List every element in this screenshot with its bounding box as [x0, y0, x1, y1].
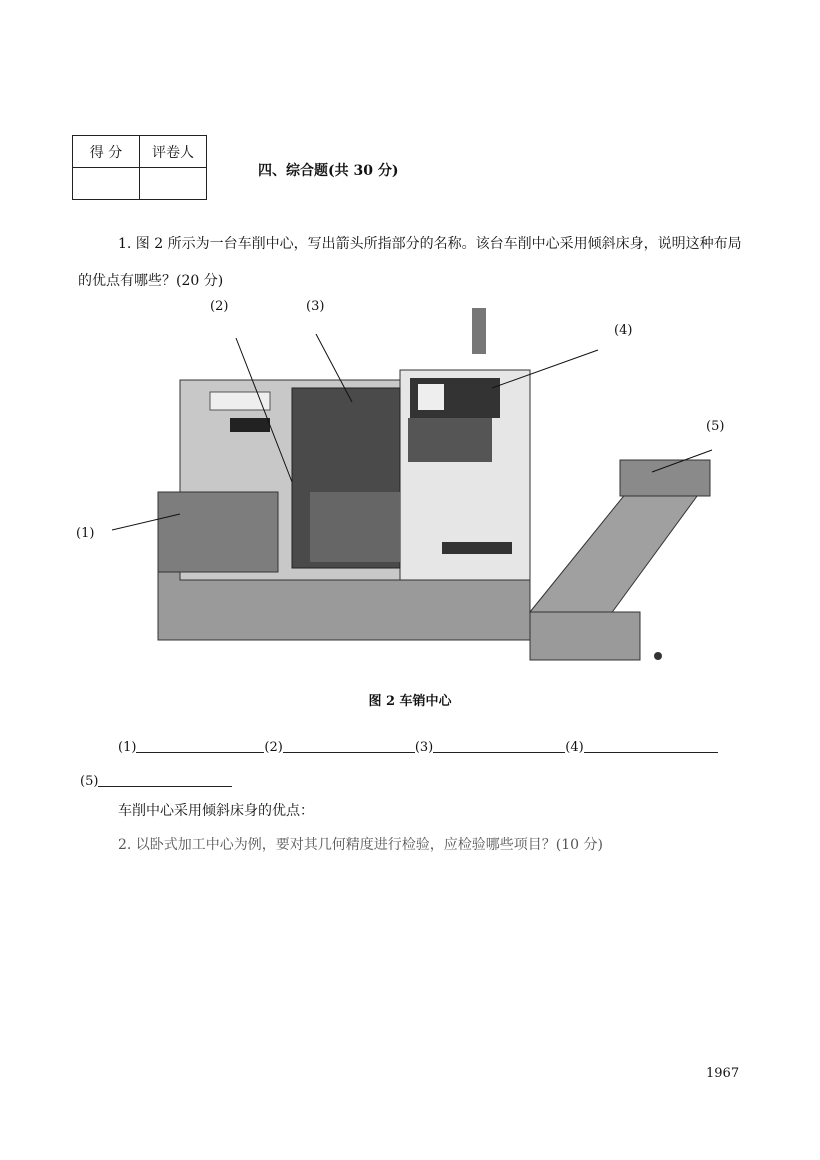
question-1: 1. 图 2 所示为一台车削中心，写出箭头所指部分的名称。该台车削中心采用倾斜床身，说明这种布局的优点有哪些？(20 分)	[78, 236, 742, 289]
question-2: 2. 以卧式加工中心为例，要对其几何精度进行检验，应检验哪些项目？(10 分)	[118, 837, 603, 853]
label-1: (1)	[76, 526, 95, 541]
label-4: (4)	[614, 323, 633, 338]
score-cell	[73, 168, 140, 200]
label-5: (5)	[706, 419, 725, 434]
label-3: (3)	[306, 299, 325, 314]
page-number: 1967	[706, 1066, 740, 1081]
answer-blank-5[interactable]	[98, 772, 232, 787]
label-2: (2)	[210, 299, 229, 314]
score-table	[72, 135, 207, 200]
answer-label-4: (4)	[565, 740, 584, 755]
answer-line-2	[80, 772, 232, 789]
answer-blank-3[interactable]	[433, 738, 565, 753]
answer-blank-1[interactable]	[136, 738, 264, 753]
answer-blank-2[interactable]	[283, 738, 415, 753]
advantages-prompt: 车削中心采用倾斜床身的优点：	[118, 803, 314, 819]
lathe-illustration	[158, 308, 710, 660]
score-header: 得 分	[73, 136, 140, 168]
answer-label-2: (2)	[264, 740, 283, 755]
answer-label-1: (1)	[118, 740, 137, 755]
answer-label-3: (3)	[414, 740, 434, 755]
answer-label-5: (5)	[80, 774, 99, 789]
grader-header: 评卷人	[140, 136, 207, 168]
answer-line-1	[118, 738, 718, 755]
answer-blank-4[interactable]	[584, 738, 718, 753]
leader-line-4	[492, 350, 598, 388]
section-title: 四、综合题(共 30 分)	[258, 163, 399, 179]
figure-caption: 图 2 车销中心	[368, 694, 452, 709]
lathe-figure	[60, 292, 760, 672]
grader-cell	[140, 168, 207, 200]
